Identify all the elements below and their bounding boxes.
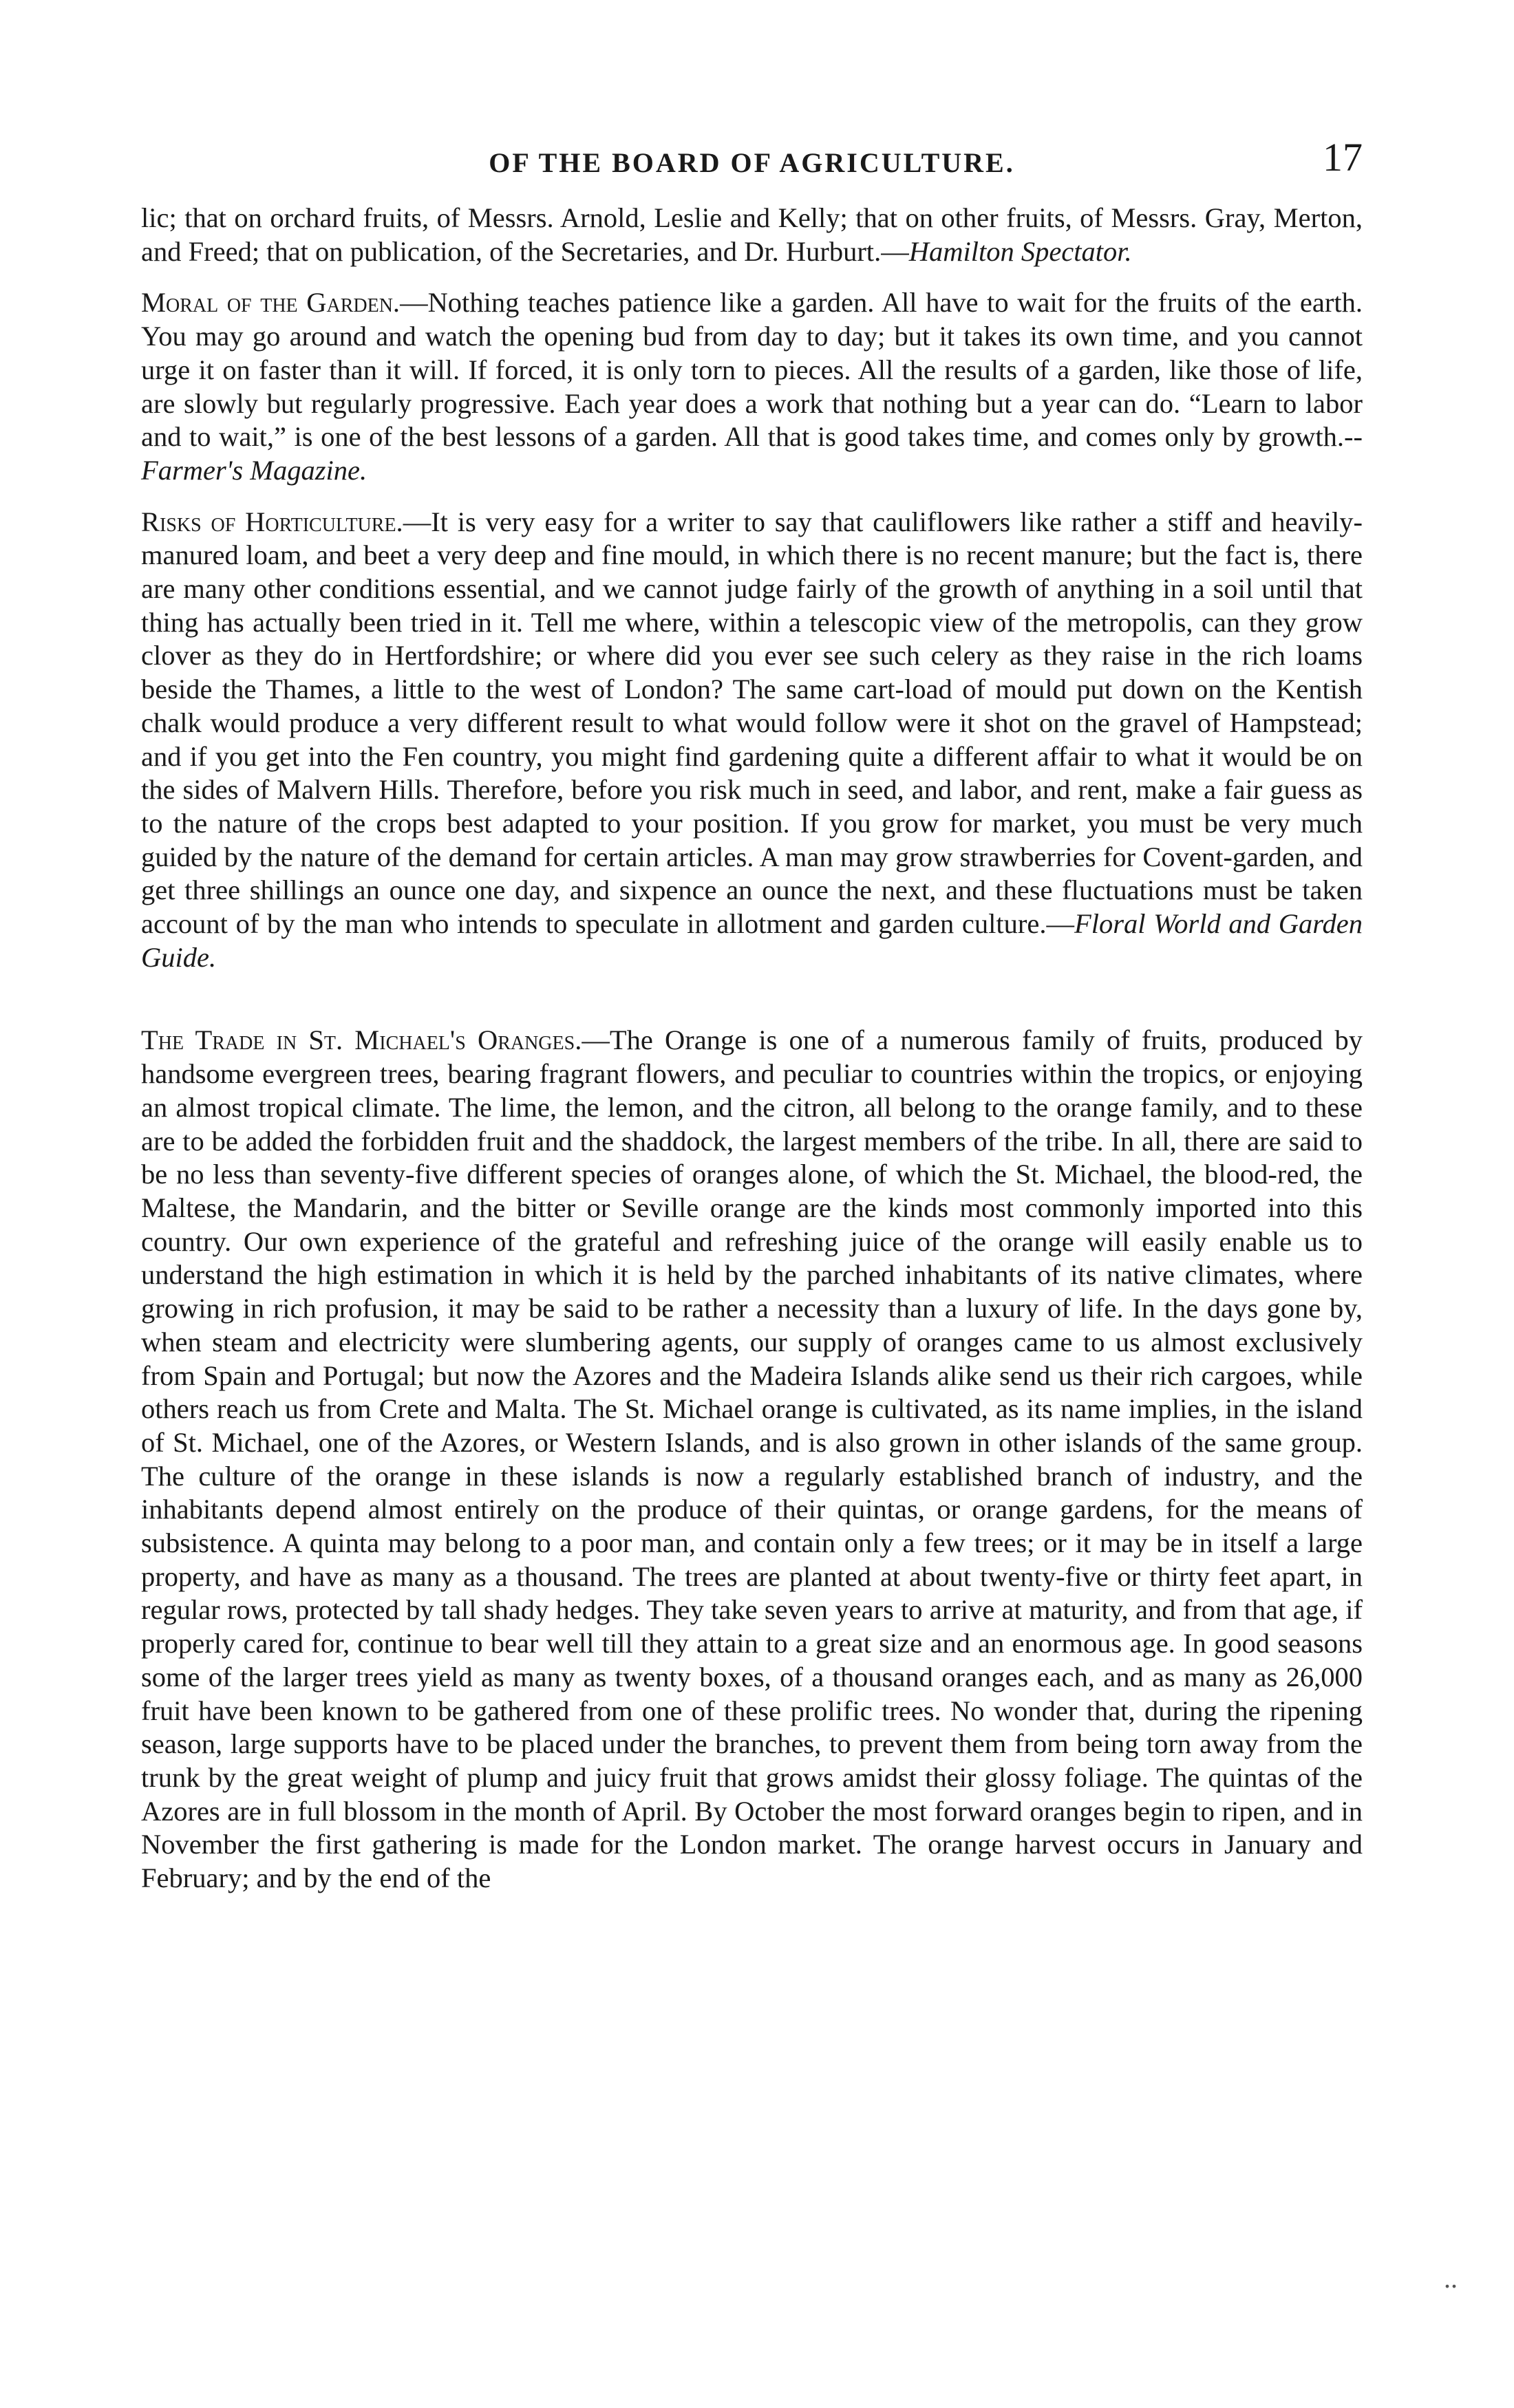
- paragraph-source: Floral World and Garden Guide.: [141, 908, 1363, 973]
- paragraph-source: Hamilton Spectator.: [908, 235, 1132, 267]
- page-content: [141, 202, 1363, 1895]
- paragraph-heading: The Trade in St. Michael's Oranges.: [141, 1024, 582, 1056]
- page-number: 17: [1323, 135, 1363, 180]
- paragraph-source: Farmer's Magazine.: [141, 454, 367, 486]
- paragraph-moral-of-the-garden: [141, 286, 1363, 487]
- paragraph-body: lic; that on orchard fruits, of Messrs. Arnold, Leslie and Kelly; that on other fruits, of Messrs. Gray, Merton, and Freed; that on publication, of the Secretaries, and Dr. Hurburt.—: [141, 202, 1363, 267]
- paragraph-trade-in-oranges: [141, 1024, 1363, 1895]
- paragraph-body: —It is very easy for a writer to say that cauliflowers like rather a stiff and heavily-manured loam, and beet a very deep and fine mould, in which there is no recent manure; but the fact is, there are many other conditions essential, and we cannot judge fairly of the growth of anything in a soil until that thing has actually been tried in it. Tell me where, within a telescopic view of the metropolis, can they grow clover as they do in Hertfordshire; or where did you ever see such celery as they raise in the rich loams beside the Thames, a little to the west of London? The same cart-load of mould put down on the Kentish chalk would produce a very different result to what would follow were it shot on the gravel of Hampstead; and if you get into the Fen country, you might find gardening quite a different affair to what it would be on the sides of Malvern Hills. Therefore, before you risk much in seed, and labor, and rent, make a fair guess as to the nature of the crops best adapted to your position. If you grow for market, you must be very much guided by the nature of the demand for certain articles. A man may grow strawberries for Covent-garden, and get three shillings an ounce one day, and sixpence an ounce the next, and these fluctuations must be taken account of by the man who intends to speculate in allotment and garden culture.—: [141, 506, 1363, 940]
- document-page: [141, 134, 1363, 1895]
- paragraph-heading: Moral of the Garden.: [141, 287, 401, 319]
- paragraph-body: —Nothing teaches patience like a garden. All have to wait for the fruits of the earth. You may go around and watch the opening bud from day to day; but it takes its own time, and you cannot urge it on faster than it will. If forced, it is only torn to pieces. All the results of a garden, like those of life, are slowly but regularly progressive. Each year does a work that nothing but a year can do. “Learn to labor and to wait,” is one of the best lessons of a garden. All that is good takes time, and comes only by growth.--: [141, 287, 1363, 453]
- stray-mark: ..: [1444, 2263, 1458, 2294]
- running-title: OF THE BOARD OF AGRICULTURE.: [489, 147, 1015, 178]
- running-head: [141, 134, 1363, 189]
- paragraph-risks-of-horticulture: [141, 506, 1363, 975]
- paragraph-continuation: [141, 202, 1363, 268]
- paragraph-body: —The Orange is one of a numerous family of fruits, produced by handsome evergreen trees, bearing fragrant flowers, and peculiar to countries within the tropics, or enjoying an almost tropical climate. The lime, the lemon, and the citron, all belong to the orange family, and to these are to be added the forbidden fruit and the shaddock, the largest members of the tribe. In all, there are said to be no less than seventy-five different species of oranges alone, of which the St. Michael, the blood-red, the Maltese, the Mandarin, and the bitter or Seville orange are the kinds most commonly imported into this country. Our own experience of the grateful and refreshing juice of the orange will easily enable us to understand the high estimation in which it is held by the parched inhabitants of its native climates, where growing in rich profusion, it may be said to be rather a necessity than a luxury of life. In the days gone by, when steam and electricity were slumbering agents, our supply of oranges came to us almost exclusively from Spain and Portugal; but now the Azores and the Madeira Islands alike send us their rich cargoes, while others reach us from Crete and Malta. The St. Michael orange is cultivated, as its name implies, in the island of St. Michael, one of the Azores, or Western Islands, and is also grown in other islands of the same group. The culture of the orange in these islands is now a regularly established branch of industry, and the inhabitants depend almost entirely on the produce of their quintas, or orange gardens, for the means of subsistence. A quinta may belong to a poor man, and contain only a few trees; or it may be in itself a large property, and have as many as a thousand. The trees are planted at about twenty-five or thirty feet apart, in regular rows, protected by tall shady hedges. They take seven years to arrive at maturity, and from that age, if properly cared for, continue to bear well till they attain to a great size and an enormous age. In good seasons some of the larger trees yield as many as twenty boxes, of a thousand oranges each, and as many as 26,000 fruit have been known to be gathered from one of these prolific trees. No wonder that, during the ripening season, large supports have to be placed under the branches, to prevent them from being torn away from the trunk by the great weight of plump and juicy fruit that grows amidst their glossy foliage. The quintas of the Azores are in full blossom in the month of April. By October the most forward oranges begin to ripen, and in November the first gathering is made for the London market. The orange harvest occurs in January and February; and by the end of the: [141, 1024, 1363, 1894]
- paragraph-heading: Risks of Horticulture.: [141, 506, 403, 537]
